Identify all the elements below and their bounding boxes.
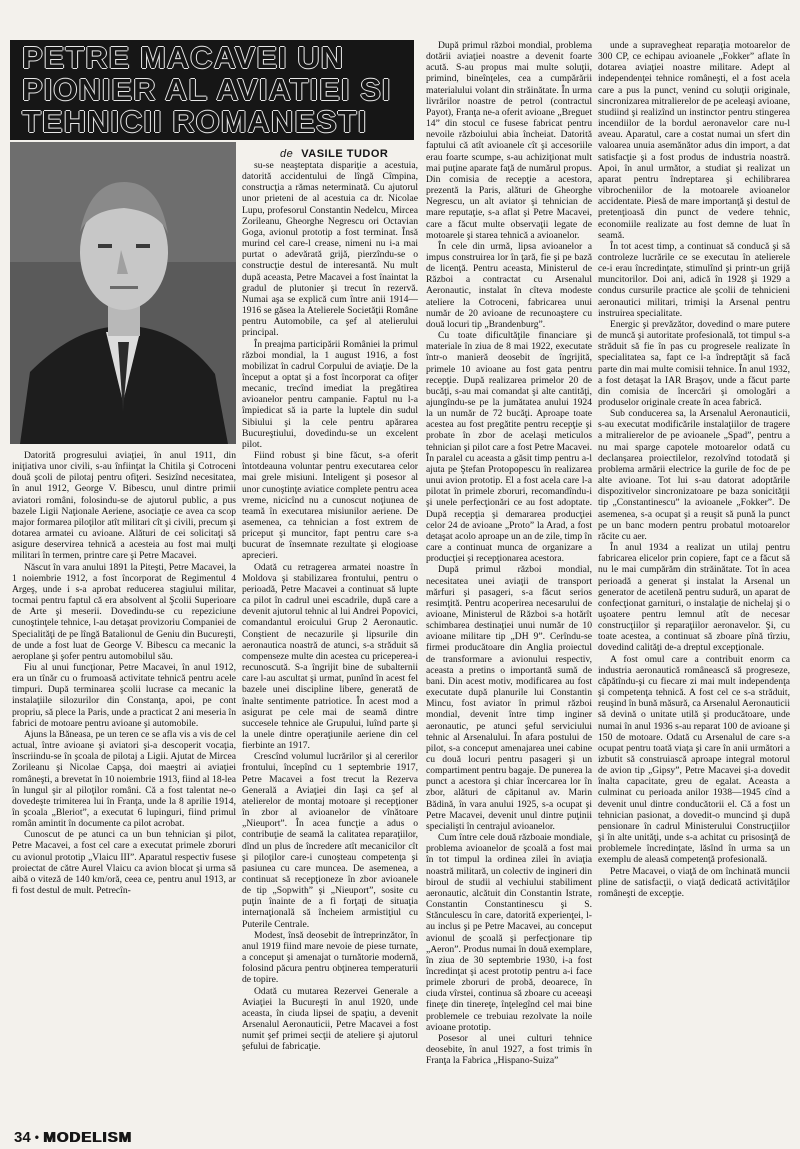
- text-column-2: [242, 160, 418, 1122]
- paragraph: Născut în vara anului 1891 la Piteşti, Petre Macavei, la 1 noiembrie 1912, a fost încorporat de Regimentul 4 Argeş, unde i s-a aprobat reducerea stagiului militar, tocmai pentru faptul că era absolvent al Şcolii Superioare de Arte şi meserii. Dovedindu-se cu repeziciune cunoştinţele tehnice, l-au detaşat provizoriu Companiei de Specialităţi de pe lîngă Batalionul de Geniu din Bucureşti, de unde a fost luat de George V. Bibescu ca mecanic la aeroplane şi şofer pentru automobilul său.: [12, 561, 236, 662]
- text-column-1: [12, 450, 236, 1122]
- page-footer: [14, 1128, 132, 1146]
- text-column-4: [598, 40, 790, 1122]
- bullet-icon: •: [34, 1130, 39, 1144]
- paragraph: Fiind robust şi bine făcut, s-a oferit întotdeauna voluntar pentru executarea celor mai grele misiuni. Inteligent şi posesor al unor cunoştinţe aviatice complete pentru acea vreme, nicicînd nu a cunoscut noţiunea de teamă în executarea misiunilor aeriene. De asemenea, ca tehnician a fost extrem de priceput şi muncitor, fapt pentru care s-a bucurat de însemnate rezultate şi elogioase aprecieri.: [242, 450, 418, 562]
- byline-prefix: de: [280, 148, 294, 160]
- paragraph: Odată cu retragerea armatei noastre în Moldova şi stabilizarea frontului, pentru o perioadă, Petre Macavei a continuat să lupte ca pilot în cadrul unei escadrile, după care a devenit ajutorul tehnic al lui Andrei Popovici, comandantul eroicului Grup 2 Aeronautic. Conştient de necazurile şi lipsurile din aeronautica noastră de atunci, s-a străduit să compenseze multe din acestea cu priceperea-i recunoscută. S-a îngrijit bine de subalternii care l-au ascultat şi urmat, punînd în acest fel bazele unei discipline libere, generată de înalte sentimente patriotice. În acest mod a asigurat pe cele mai de seamă dintre succesele tehnice ale Grupului, luînd parte şi la unele dintre operaţiunile aeriene din cel fierbinte an 1917.: [242, 561, 418, 752]
- paragraph: Sub conducerea sa, la Arsenalul Aeronauticii, s-au executat modificările instalaţiilor de tragere a mitralierelor de pe avioanele „Spad”, pentru a nu mai sparge capotele motoarelor odată cu declanşarea proiectilelor, rezolvînd totodată şi problema armării electrice la gurile de foc de pe alte avioane. Tot lui s-au datorat adoptările dispozitivelor sincronizatoare pe baza sonicităţii tip „Constantinescu” la avioanele „Fokker”. De asemenea, s-a ocupat şi a reuşit să pună la punct pe un banc modern pentru probatul motoarelor răcite cu aer.: [598, 408, 790, 542]
- paragraph: După primul război mondial, necesitatea unei aviaţii de transport mărfuri şi pasageri, s-a făcut serios resimţită. Pentru acoperirea necesarului de avioane, Ministerul de Război s-a hotărît schimbarea destinaţiei unui număr de 10 avioane militare tip „DH 9”. Cerîndu-se firmei producătoare din Anglia proiectul de transformare a avionului respectiv, aceasta a pretins o importantă sumă de bani. Din acest motiv, modificarea au fost executate după planurile lui Constantin Mincu, fost aviator în primul război mondial, devenit între timp inginer aeronautic, pe atunci şeful serviciului tehnic al Arsenalului. În afara postului de pilot, s-a conceput amenajarea unei cabine cu două locuri pentru pasageri şi un compartiment pentru bagaje. De punerea la punct a acestora şi chiar încercarea lor în zbor, alături de căpitanul av. Marin Bădină, în vara anului 1925, s-a ocupat şi Petre Macavei, devenit unul dintre puţinii specialişti în centrajul avioanelor.: [426, 564, 592, 832]
- paragraph: su-se neaşteptata dispariţie a acestuia, datorită accidentului de lîngă Cîmpina, construcţia a rămas neterminată. Cu ajutorul unor prieteni de al acestuia ca dr. Nicolae Lupu, profesorul Constantin Nedelcu, Mircea Zorileanu, Gheorghe Negrescu ori Octavian Goga, avionul prototip a fost terminat. Însă murind cel care-l crease, nimeni nu i-a mai purtat o adevărată grijă, pierzîndu-se o construcţie destul de interesantă. Nu mult după aceasta, Petre Macavei a fost înaintat la gradul de plutonier şi trecut în rezervă. Numai aşa se explică cum între anii 1914—1916 se găsea la Atelierele Societăţii Române pentru Automobile, ca şef al atelierului principal.: [242, 160, 418, 339]
- paragraph: Ajuns la Băneasa, pe un teren ce se afla vis a vis de cel actual, între avioane şi aviatori şi-a descoperit vocaţia, înscriindu-se în şcoala de pilotaj a Ligii. Ajutat de Mircea Zorileanu şi Nicolae Capşa, doi maeştri ai aviaţiei româneşti, a brevetat în 10 noiembrie 1913, fiind al 18-lea în lungul şir al piloţilor români. Că a fost talentat ne-o dovedeşte trimiterea lui în Franţa, unde la 8 aprilie 1914, în şcoala „Bleriot”, a executat 6 lupinguri, fiind primul român amintit în documente ca pilot acrobat.: [12, 728, 236, 830]
- paragraph: Cu toate dificultăţile financiare şi materiale în ziua de 8 mai 1922, executate într-o manieră deosebit de îngrijită, primele 10 avioane au fost gata pentru recepţie. După realizarea primelor 20 de bucăţi, s-au mai comandat şi alte cantităţi, ajungîndu-se pe la jumătatea anului 1924 la un număr de 72 bucăţi. Aproape toate acestea au fost pregătite pentru recepţie şi probate în zbor de acelaşi meticulos tehnician şi pilot care a fost Petre Macavei. În paralel cu aceasta a găsit timp pentru a-l ajuta pe Ştefan Protopopescu în realizarea unui avion prototip. El a fost acela care l-a pilotat în primele zboruri, recomandîndu-i şi unele perfecţionări ce au fost adoptate. După recepţia şi demararea producţiei celor 24 de avioane „Proto” la Arad, a fost detaşat acolo aproape un an de zile, timp în care a continuat munca de organizare a producţiei şi recepţionarea acestora.: [426, 330, 592, 565]
- paragraph: Petre Macavei, o viaţă de om închinată muncii pline de satisfacţii, o viaţă dedicată activităţilor româneşti de excepţie.: [598, 865, 790, 899]
- text-column-3: [426, 40, 592, 1122]
- portrait-icon: [10, 142, 236, 444]
- paragraph: Fiu al unui funcţionar, Petre Macavei, în anul 1912, era un tînăr cu o frumoasă activitate tehnică pentru acele timpuri. După terminarea şcolii lucrase ca mecanic la instalaţiile silozurilor din Constanţa, apoi, pe cont propriu, să plece la Paris, unde a practicat 2 ani meseria în fabrici de motoare pentru avioane şi automobile.: [12, 661, 236, 729]
- paragraph: În anul 1934 a realizat un utilaj pentru fabricarea elicelor prin copiere, fapt ce a făcut să nu le mai cumpărăm din străinătate. Tot în acea perioadă a generat şi instalat la Arsenal un generator de acetilenă pentru sudură, un aparat de confecţionat garnituri, o instalaţie de nichelaj şi o uşoatere pentru lemnul atît de necesar construcţiilor şi reparaţiilor aeronavelor. Şi, cu toate acestea, a continuat să zboare pînă tîrziu, dovedind calităţi de-a dreptul excepţionale.: [598, 542, 790, 654]
- title-line-2: PIONIER AL AVIATIEI SI: [22, 74, 392, 105]
- paragraph: unde a supravegheat reparaţia motoarelor de 300 CP, ce echipau avioanele „Fokker” aflate în dotarea aviaţiei noastre militare. Adept al independenţei tehnice româneşti, el a fost acela care a pus la punct, venind cu soluţii originale, sincronizarea mitralierelor de pe aceleaşi avioane, studiind şi realizînd un instinctor pentru stingerea incendiilor de la bordul aeronavelor care nu-l aveau. Aparatul, care a costat numai un sfert din valoarea unuia asemănător adus din import, a dat satisfacţie şi a fost produs de industria noastră. Apoi, în anul următor, a studiat şi realizat un aparat pentru îndreptarea şi echilibrarea vibrocheniilor de la motoarele avioanelor accidentate. Piesă de mare importanţă şi destul de pretenţioasă din punct de vedere tehnic, economiile realizate au fost demne de luat în seamă.: [598, 40, 790, 241]
- paragraph: Datorită progresului aviaţiei, în anul 1911, din iniţiativa unor civili, s-au înfiinţat la Chitila şi Cotroceni două şcoli de pilotaj pentru ofiţeri. Sesizînd necesitatea, în anul 1912, George V. Bibescu, unul dintre primii aviatori români, folosindu-se de ajutorul public, a pus bazele Ligii Naţionale Aeriene, asociaţie ce avea ca scop major formarea piloţilor atît militari cît şi civili, precum şi dotarea armatei cu avioane. Alături de cei solicitaţi să asigure deservirea tehnică a acesteia au fost mai mulţi militari în termen, printre care şi Petre Macavei.: [12, 450, 236, 562]
- magazine-logo: MODELISM: [42, 1128, 132, 1146]
- portrait-photo: [10, 142, 236, 444]
- paragraph: Modest, însă deosebit de întreprinzător, în anul 1919 fiind mare nevoie de piese turnate, a conceput şi amenajat o turnătorie modernă, folosind păcura pentru obţinerea temperaturii de topire.: [242, 929, 418, 986]
- paragraph: A fost omul care a contribuit enorm ca industria aeronautică românească să progreseze, căpătîndu-şi cu fiecare zi mai mult independenţa şi competenţa tehnică. A fost cel ce s-a străduit, reuşind în bună măsură, ca Arsenalul Aeronauticii să devină o unitate utilă şi producătoare, unde numai în anul 1936 s-au reparat 100 de avioane şi 150 de motoare. Odată cu Arsenalul de care s-a ocupat pentru toată viaţa şi care în anii următori a izbutit să construiască aproape integral motorul de avion tip „Gipsy”, Petre Macavei şi-a dovedit înalta capacitate, greu de egalat. Aceasta a culminat cu perioada anilor 1938—1945 cînd a devenit unul dintre conducătorii el. Că a fost un tehnician pasionat, a dovedit-o muncind şi după pensionare în cadrul Ministerului Construcţiilor şi în alte unităţi, unde s-a achitat cu prisosinţă de problemele încredinţate, lăsînd în urma sa un exemplu de aleasă competenţă profesională.: [598, 653, 790, 866]
- paragraph: În cele din urmă, lipsa avioanelor a impus construirea lor în ţară, fie şi pe bază de licenţă. Pentru aceasta, Ministerul de Război a contractat cu Arsenalul Aeronautic, instalat în cîteva modeste ateliere la Cotroceni, fabricarea unui număr de 20 avioane de recunoaştere cu două locuri tip „Brandenburg”.: [426, 240, 592, 330]
- byline: [280, 148, 420, 160]
- title-line-1: PETRE MACAVEI UN: [22, 42, 345, 73]
- paragraph: Energic şi prevăzător, dovedind o mare putere de muncă şi autoritate profesională, tot timpul s-a străduit să fie în pas cu progresele realizate în specialitatea sa, fapt ce l-a îndreptăţit să facă parte din mai multe comisii tehnice. În anul 1932, a fost detaşat la IAR Braşov, unde a făcut parte din comisia de încercări şi omologări a produselor originale create în acea fabrică.: [598, 318, 790, 408]
- byline-author: VASILE TUDOR: [301, 148, 389, 160]
- page-number: 34: [14, 1128, 31, 1146]
- paragraph: Posesor al unei culturi tehnice deosebite, în anul 1927, a fost trimis în Franţa la Fabrica „Hispano-Suiza”: [426, 1032, 592, 1067]
- paragraph: Cunoscut de pe atunci ca un bun tehnician şi pilot, Petre Macavei, a fost cel care a executat primele zboruri cu avionul prototip „Vlaicu III”. Aparatul respectiv fusese proiectat de către Aurel Vlaicu ca avion blocat şi urma să aibă o viteză de 140 km/oră, ceea ce, pentru anul 1913, ar fi fost destul de mult. Petrecîn-: [12, 829, 236, 897]
- paragraph: Odată cu mutarea Rezervei Generale a Aviaţiei la Bucureşti în anul 1920, unde aceasta, în ciuda lipsei de spaţiu, a devenit Arsenalul Aeronauticii, Petre Macavei a fost numit şef primei secţii de ateliere şi ajutorul şefului de fabricaţie.: [242, 985, 418, 1053]
- title-line-3: TEHNICII ROMANESTI: [22, 106, 368, 137]
- paragraph: După primul război mondial, problema dotării aviaţiei noastre a devenit foarte acută. S-au propus mai multe soluţii, primind, bineînţeles, cea a cumpărării materialului volant din străinătate. În urma livrărilor noastre de petrol (contractul Payot), Franţa ne-a oferit avioane „Breguet 14” din stocul ce fusese fabricat pentru nevoile războiului abia încheiat. Datorită faptului că atît avioanele cît şi accesoriile erau foarte scumpe, s-au achiziţionat mult mai puţine aparate faţă de numărul propus. Din comisia de recepţie a acestora, prezentă la Paris, alături de Gheorghe Negrescu, un alt aviator şi tehnician de mare reputaţie, s-a aflat şi Petre Macavei, care a făcut multe observaţii legate de motoarele şi starea tehnică a avioanelor.: [426, 40, 592, 241]
- paragraph: În preajma participării României la primul război mondial, la 1 august 1916, a fost mobilizat în cadrul Corpului de aviaţie. De la început a optat şi a fost încorporat ca ofiţer mecanic, trecînd imediat la pregătirea avioanelor pentru campanie. Faptul nu l-a împiedicat să ia parte la luptele din sudul Sibiului şi la cele pentru apărarea Bucureştiului, dovedindu-se un excelent pilot.: [242, 338, 418, 450]
- paragraph: În tot acest timp, a continuat să conducă şi să controleze lucrările ce se executau în atelierele ce-i erau încredinţate, stimulînd şi printr-un grijă muncitorilor. Doi ani, adică în 1928 şi 1929 a condus cursurile practice ale şcolii de tehnicieni aeronautici militari, trimişi la Arsenal pentru instruirea specialitate.: [598, 240, 790, 319]
- paragraph: Cum între cele două războaie mondiale, problema avioanelor de şcoală a fost mai în tot timpul la ordinea zilei în aviaţia noastră militară, un colectiv de ingineri din biroul de studii al vechiului stabiliment aeronautic, alcătuit din Constantin Istrate, Constantin Constantinescu şi S. Stănculescu în care, datorită experienţei, l-au inclus şi pe Petre Macavei, au conceput avionul de şcoală şi perfecţionare tip „Aeron”. Produs numai în două exemplare, în ziua de 30 septembrie 1930, i-a fost încredinţat şi acest prototip pentru a-i face primele zboruri de probă, deoarece, în ciuda vîrstei, continua să zboare cu aceeaşi fineţe din tinereţe, înţelegînd cel mai bine problemele ce trebuiau rezolvate la noile avioane prototip.: [426, 832, 592, 1033]
- article-title: [10, 40, 414, 140]
- paragraph: Crescînd volumul lucrărilor şi al cererilor frontului, începînd cu 1 septembrie 1917, Petre Macavei a fost trecut la Rezerva Generală a Aviaţiei din Iaşi ca şef al atelierelor de montaj motoare şi recepţioner în zbor al avioanelor de vînătoare „Nieuport”. În acea funcţie a adus o contribuţie de seamă la calitatea reparaţiilor, dînd un plus de încredere atît mecanicilor cît şi piloţilor care-i cunoşteau competenţa şi pasiunea cu care muncea. De asemenea, a continuat să recepţioneze în zbor avioanele de tip „Sopwith” şi „Nieuport”, sosite cu puţin înainte de a fi forţaţi de situaţia internaţională să încheiem armistiţiul cu Puterile Centrale.: [242, 751, 418, 930]
